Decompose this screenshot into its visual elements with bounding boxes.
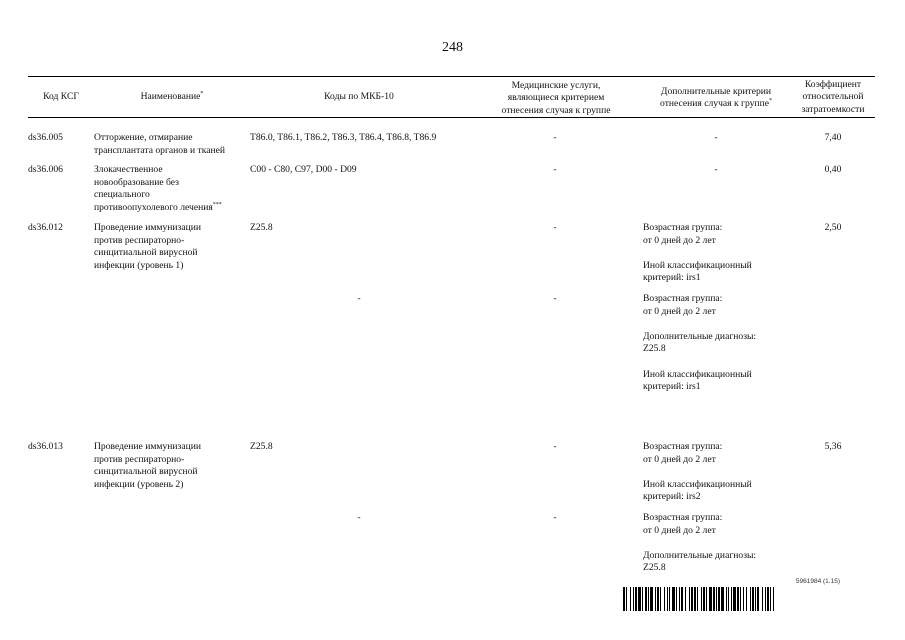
row-criteria: - [714, 164, 718, 175]
header-services: Медицинские услуги, являющиеся критерием отнесения случая к группе [501, 80, 611, 116]
row-name: Отторжение, отмирание трансплантата органов и тканей [94, 132, 226, 156]
row-services: - [553, 512, 557, 523]
row-criteria: Возрастная группа: от 0 дней до 2 лет Дополнительные диагнозы: Z25.8 [643, 512, 757, 574]
row-coefficient: 7,40 [824, 132, 842, 143]
row-code: ds36.013 [28, 441, 63, 452]
row-services: - [553, 293, 557, 304]
row-services: - [553, 164, 557, 175]
header-bottom-rule [28, 117, 875, 118]
row-coefficient: 2,50 [824, 222, 842, 233]
row-services: - [553, 132, 557, 143]
row-mkb: Z25.8 [250, 222, 273, 233]
header-coefficient: Коэффициент относительной затратоемкости [801, 79, 865, 115]
header-top-rule [28, 76, 875, 77]
header-code: Код КСГ [43, 91, 79, 102]
row-code: ds36.012 [28, 222, 63, 233]
barcode-label: 5961984 (1.15) [795, 578, 840, 585]
row-services: - [553, 441, 557, 452]
row-criteria: - [714, 132, 718, 143]
row-coefficient: 0,40 [824, 164, 842, 175]
row-criteria: Возрастная группа: от 0 дней до 2 лет Иной классификационный критерий: irs1 [643, 222, 752, 284]
row-code: ds36.005 [28, 132, 63, 143]
row-name: Злокачественное новообразование без специального противоопухолевого лечения*** [94, 164, 222, 213]
row-criteria: Возрастная группа: от 0 дней до 2 лет Иной классификационный критерий: irs2 [643, 441, 752, 503]
page-number: 248 [442, 40, 463, 55]
row-mkb: Z25.8 [250, 441, 273, 452]
row-code: ds36.006 [28, 164, 63, 175]
row-name: Проведение иммунизации против респираторно- синцитиальной вирусной инфекции (уровень 2) [94, 441, 201, 490]
header-name: Наименование* [140, 90, 204, 102]
row-mkb: - [357, 512, 361, 523]
row-name: Проведение иммунизации против респираторно- синцитиальной вирусной инфекции (уровень 1) [94, 222, 201, 271]
row-services: - [553, 222, 557, 233]
row-coefficient: 5,36 [824, 441, 842, 452]
barcode-icon [623, 587, 856, 611]
header-criteria: Дополнительные критерии отнесения случая к группе* [660, 86, 772, 110]
header-mkb: Коды по МКБ-10 [324, 91, 394, 102]
row-mkb: - [357, 293, 361, 304]
row-mkb: T86.0, T86.1, T86.2, T86.3, T86.4, T86.8, T86.9 [250, 132, 437, 143]
row-mkb: C00 - C80, C97, D00 - D09 [250, 164, 357, 175]
row-criteria: Возрастная группа: от 0 дней до 2 лет Дополнительные диагнозы: Z25.8 Иной классификационный критерий: irs1 [643, 293, 757, 393]
